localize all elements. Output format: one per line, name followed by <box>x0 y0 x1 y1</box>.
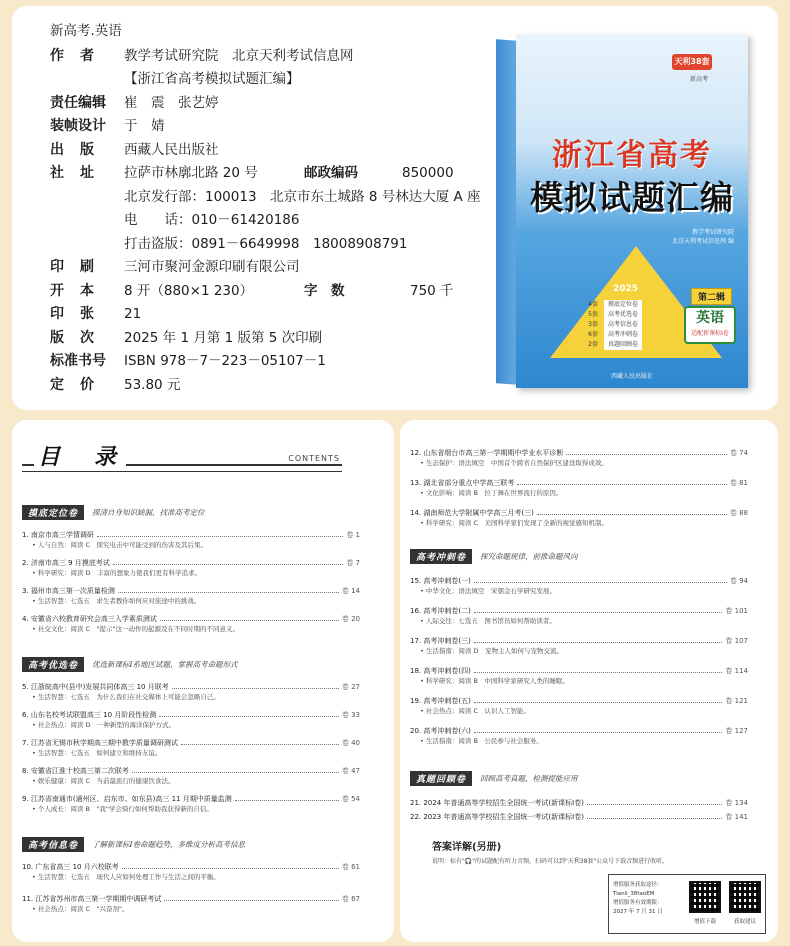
toc-title: 目 录 <box>34 440 126 471</box>
book-title: 新高考.英语 <box>50 23 122 39</box>
section-desc: 了解新课标Ⅰ卷命题趋势，多维度分析高考信息 <box>92 839 245 849</box>
toc-item[interactable]: 20. 高考冲刺卷(六) 卷 127 • 生活指南：阅读 B 公民参与社会服务。 <box>410 727 748 745</box>
price-label: 定价 <box>50 376 110 393</box>
author-label: 作者 <box>50 47 110 64</box>
toc-item[interactable]: 7. 江苏省无锡市秋学期高三期中教学质量调研测试 卷 40 • 生活智慧：七选五 如何建立和维持友谊。 <box>22 739 360 757</box>
toc-contents-label: CONTENTS <box>288 454 340 463</box>
toc-item[interactable]: 15. 高考冲刺卷(一) 卷 94 • 中华文化：语法填空 宋朝金石学研究发展。 <box>410 577 748 595</box>
pyramid-level: 4套 摸底定位卷 <box>582 300 692 310</box>
toc-item[interactable]: 2. 济南市高三 9 月摸底考试 卷 7 • 科学研究：阅读 D 丰富的想象力使我们更有科学追求。 <box>22 559 360 577</box>
printer-value: 三河市聚河金源印刷有限公司 <box>124 259 300 275</box>
pyramid-levels <box>582 300 692 350</box>
toc-item[interactable]: 19. 高考冲刺卷(五) 卷 121 • 社会热点：阅读 C 认识人工智能。 <box>410 697 748 715</box>
edition-value: 2025 年 1 月第 1 版第 5 次印刷 <box>124 329 323 346</box>
qr-label: 增值下载 <box>693 919 716 925</box>
design-value: 于 婧 <box>124 118 165 134</box>
cover-publisher <box>672 228 734 246</box>
logo-sub: 新高考 <box>689 76 708 83</box>
toc-item[interactable]: 10. 广东省高三 10 月六校联考 卷 61 • 生活智慧：七选五 现代人应如何处理工作与生活之间的平衡。 <box>22 863 360 881</box>
postcode-label: 邮政编码 <box>304 165 358 181</box>
toc-item[interactable]: 21. 2024 年普通高等学校招生全国统一考试(新课标Ⅰ卷) 卷 134 <box>410 799 748 807</box>
pyramid-level: 5套 高考优选卷 <box>582 310 692 320</box>
brand-logo: 天利38套 <box>672 54 712 70</box>
section-desc: 探究命题规律，前推命题风向 <box>480 551 578 561</box>
sheets-value: 21 <box>124 306 142 322</box>
phone: 电 话：010－61420186 <box>124 212 300 228</box>
cover-publisher-line: 教学考试研究院 <box>691 229 734 236</box>
editor-label: 责任编辑 <box>50 94 106 111</box>
subject-box <box>684 306 736 344</box>
imprint-panel <box>12 6 778 410</box>
toc-item[interactable]: 12. 山东省烟台市高三第一学期期中学业水平诊断 卷 74 • 生态保护：语法填空 中国首个跨省自然保护区建设取得成效。 <box>410 449 748 467</box>
toc-item[interactable]: 13. 湖北省部分重点中学高三联考 卷 81 • 文化影响：阅读 B 拉丁舞在世界流行的原因。 <box>410 479 748 497</box>
cover-year: 2025 <box>613 284 639 294</box>
imprint-block <box>42 20 502 397</box>
publisher-value: 西藏人民出版社 <box>124 141 219 158</box>
beijing-office: 北京发行部：100013 北京市东土城路 8 号林达大厦 A 座 <box>124 188 481 205</box>
series-name: 【浙江省高考模拟试题汇编】 <box>124 71 300 87</box>
toc-item[interactable]: 22. 2023 年普通高等学校招生全国统一考试(新课标Ⅰ卷) 卷 141 <box>410 813 748 821</box>
toc-item[interactable]: 4. 安徽省六校教育研究会高三入学素质测试 卷 20 • 社交文化：阅读 C "提示"这一动作的起源及在不同时期的不同意义。 <box>22 615 360 633</box>
book-spine <box>496 39 518 385</box>
cover-title-line1: 浙江省高考 <box>552 138 712 173</box>
toc-item[interactable]: 5. 江浙皖高中(县中)发展共同体高三 10 月联考 卷 27 • 生活智慧：七选五 为什么我们在社交媒体上可能会忽略自己。 <box>22 683 360 701</box>
section-tag: 摸底定位卷 <box>22 505 84 520</box>
cover-title-line2: 模拟试题汇编 <box>530 178 734 217</box>
isbn-label: 标准书号 <box>50 353 106 369</box>
toc-item[interactable]: 17. 高考冲刺卷(三) 卷 107 • 生活指南：阅读 D 宠物主人如何与宠物交流。 <box>410 637 748 655</box>
isbn-value: ISBN 978－7－223－05107－1 <box>124 353 326 369</box>
pyramid-level: 6套 高考冲刺卷 <box>582 330 692 340</box>
cover-bottom-publisher: 西藏人民出版社 <box>610 373 653 380</box>
pyramid-level: 2套 真题回顾卷 <box>582 340 692 350</box>
toc-item[interactable]: 3. 福州市高三第一次质量检测 卷 14 • 生活智慧：七选五 求生者教你如何应对旅途中的挑战。 <box>22 587 360 605</box>
pyramid-level: 3套 高考信息卷 <box>582 320 692 330</box>
author-value: 教学考试研究院 北京天利考试信息网 <box>124 47 354 64</box>
sheets-label: 印张 <box>50 306 110 322</box>
qr-code-feedback[interactable] <box>729 881 761 913</box>
edition-label: 版次 <box>50 329 110 346</box>
section-header <box>410 770 578 786</box>
toc-page-right <box>400 420 778 942</box>
section-tag: 高考信息卷 <box>22 837 84 852</box>
toc-item[interactable]: 18. 高考冲刺卷(四) 卷 114 • 科学研究：阅读 B 中国科学家研究人类的睡眠。 <box>410 667 748 685</box>
cover-publisher-line: 北京天利考试信息网 编 <box>672 238 734 245</box>
toc-item[interactable]: 9. 江苏省南通市(通州区、启东市、如东县)高三 11 月期中质量监测 卷 54 • 个人成长：阅读 B "我"学会骑行如何帮助我获得新的自信。 <box>22 795 360 813</box>
qr-code-download[interactable] <box>689 881 721 913</box>
section-header <box>22 504 205 520</box>
book-cover <box>516 34 748 388</box>
toc-item[interactable]: 8. 安徽省江淮十校高三第二次联考 卷 47 • 娱乐健康：阅读 C 当前最流行的健康饮食法。 <box>22 767 360 785</box>
toc-item[interactable]: 11. 江苏省苏州市高三第一学期期中调研考试 卷 67 • 社会热点：阅读 C "兴奋剂"。 <box>22 895 360 913</box>
subject-label: 英语 <box>696 310 724 326</box>
format-label: 开本 <box>50 282 110 299</box>
section-tag: 高考冲刺卷 <box>410 549 472 564</box>
section-desc: 回顾高考真题，检测提能应用 <box>480 773 578 783</box>
section-tag: 高考优选卷 <box>22 657 84 672</box>
section-tag: 真题回顾卷 <box>410 771 472 786</box>
section-header <box>410 548 578 564</box>
toc-header <box>22 436 342 474</box>
anti-piracy: 打击盗版：0891－6649998 18008908791 <box>124 235 408 252</box>
section-header <box>22 656 237 672</box>
answers-note: 答案详解(另册) <box>432 842 502 853</box>
toc-item[interactable]: 6. 山东名校考试联盟高三 10 月阶段性检测 卷 33 • 社会热点：阅读 D 一种新型的海洋保护方式。 <box>22 711 360 729</box>
toc-page-left <box>12 420 394 942</box>
section-desc: 摸清自身知识缺漏，找准高考定位 <box>92 507 205 517</box>
section-header <box>22 836 245 852</box>
qr-text: 增值服务获取途径： Tianli_38taoEM 增值服务有效期限： 2027 年 7 月 31 日 <box>613 882 663 915</box>
toc-item[interactable]: 14. 湖南师范大学附属中学高三月考(三) 卷 88 • 科学研究：阅读 C 美国科学家们发现了全新的视觉感知机制。 <box>410 509 748 527</box>
audio-note: 说明：标有"🎧"的试题配有听力音频，扫码可以到"天利38套"公众号下载音频进行收听。 <box>432 858 669 865</box>
printer-label: 印刷 <box>50 259 110 275</box>
edition-badge: 第二辑 <box>691 288 732 305</box>
toc-item[interactable]: 1. 南京市高三学情调研 卷 1 • 人与自然：阅读 C 探究电击中可能受到的伤害及其后果。 <box>22 531 360 549</box>
address-value: 拉萨市林廓北路 20 号 <box>124 165 258 181</box>
editor-value: 崔 震 张艺婷 <box>124 94 219 111</box>
price-value: 53.80 元 <box>124 376 181 393</box>
toc-item[interactable]: 16. 高考冲刺卷(二) 卷 101 • 人际交往：七选五 图书馆员如何帮助读者。 <box>410 607 748 625</box>
section-desc: 优选新课标Ⅰ系地区试题，掌握高考命题形式 <box>92 659 238 669</box>
address-label: 社址 <box>50 165 110 181</box>
subject-sub: 适配新课标Ⅰ卷 <box>691 330 729 337</box>
design-label: 装帧设计 <box>50 118 106 134</box>
qr-label: 获取建议 <box>733 919 756 925</box>
qr-service-box <box>608 874 766 934</box>
words-value: 750 千 <box>410 282 454 299</box>
format-value: 8 开（880×1 230） <box>124 282 254 299</box>
postcode-value: 850000 <box>402 165 454 181</box>
book-cover-image <box>496 34 750 390</box>
words-label: 字 数 <box>304 282 345 299</box>
publisher-label: 出版 <box>50 141 110 158</box>
